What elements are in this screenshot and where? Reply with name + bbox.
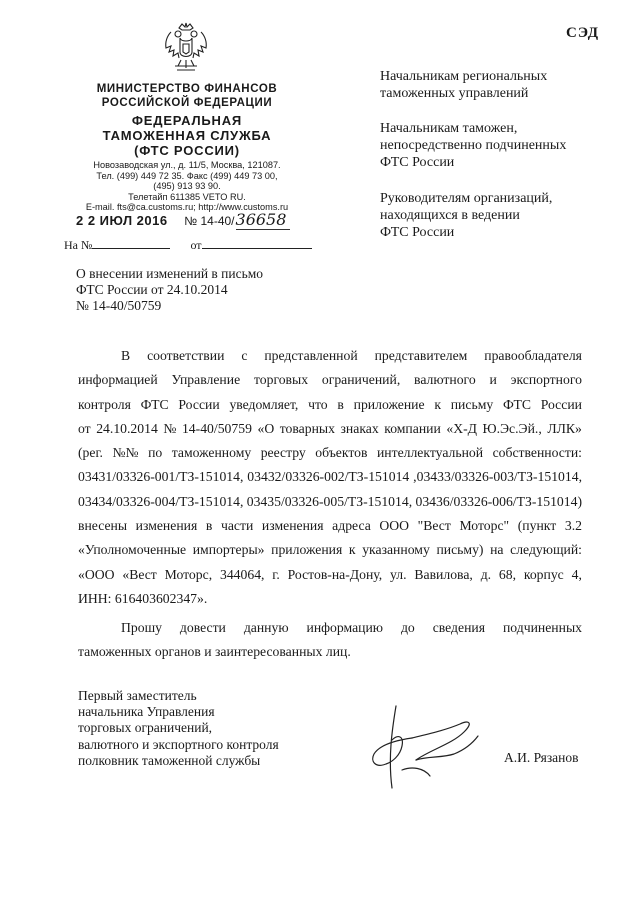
paragraph-line: контроля ФТС России уведомляет, что в приложение к письму ФТС России [78,396,582,412]
reference-row [64,238,312,253]
recipient-line: находящихся в ведении [380,208,520,223]
service-line: ТАМОЖЕННАЯ СЛУЖБА [102,128,272,143]
paragraph-line: «Уполномоченные импортеры» приложения к указанному письму) на следующий: [78,542,582,558]
service-name [64,113,310,158]
service-line: (ФТС РОССИИ) [134,143,240,158]
contact-line: (495) 913 93 90. [153,181,221,191]
signatory-title-line: торговых ограничений, [78,720,213,736]
paragraph-line: (рег. №№ по таможенному реестру объектов интеллектуальной собственности: [78,445,582,461]
sender-contacts [64,160,310,213]
corner-mark: СЭД [566,25,600,41]
recipient-line: Начальникам таможен, [380,121,518,136]
contact-line: Тел. (499) 449 72 35. Факс (499) 449 73 00, [96,170,278,181]
signatory-title-line: Первый заместитель [78,688,197,703]
paragraph-line: Прошу довести данную информацию до сведения подчиненных [121,620,582,635]
letter-subject [76,266,263,314]
contact-line: Телетайп 611385 VETO RU. [128,191,246,202]
paragraph-line: В соответствии с представленной представителем правообладателя [121,348,582,363]
signatory-name: А.И. Рязанов [504,750,579,765]
signatory-title-line: начальника Управления [78,704,215,720]
paragraph-line: 03434/03326-004/ТЗ-151014, 03435/03326-005/ТЗ-151014, 03436/03326-006/ТЗ-151014) [78,493,582,509]
signature-icon [368,700,486,792]
from-label: от [190,238,202,252]
paragraph-line: от 24.10.2014 № 14-40/50759 «О товарных знаках компании «Х-Д Ю.Эс.Эй., ЛЛК» [78,420,582,436]
recipient-line: непосредственно подчиненных [380,138,567,153]
recipient-block [380,120,566,171]
signatory-title [78,688,279,769]
body-paragraph [78,616,582,665]
ministry-line: РОССИЙСКОЙ ФЕДЕРАЦИИ [101,97,273,109]
paragraph-line: внесены изменения в части изменения адреса ООО "Вест Моторс" (пункт 3.2 [78,518,582,534]
recipient-line: Руководителям организаций, [380,191,553,206]
date-stamp: 2 2 ИЮЛ 2016 [76,213,168,228]
recipient-line: Начальникам региональных [380,69,548,84]
recipient-block [380,68,547,102]
paragraph-line: таможенных органов и заинтересованных лиц. [78,644,351,660]
paragraph-line: ИНН: 616403602347». [78,590,208,606]
ministry-name [64,82,310,110]
recipient-line: таможенных управлений [380,86,529,101]
ministry-line: МИНИСТЕРСТВО ФИНАНСОВ [96,83,278,95]
coat-of-arms-icon [163,22,209,74]
recipient-line: ФТС России [380,225,455,240]
contact-line: Новозаводская ул., д. 11/5, Москва, 121087. [93,160,281,170]
recipient-block [380,190,552,241]
subject-line: № 14-40/50759 [76,298,162,313]
outgoing-number-handwritten: 36658 [236,210,291,230]
body-paragraph [78,344,582,611]
on-number-label: На № [64,238,93,252]
signatory-title-line: полковник таможенной службы [78,752,261,768]
contact-line: E-mail. fts@ca.customs.ru; http://www.customs.ru [85,202,289,212]
registration-row [76,210,290,229]
subject-line: ФТС России от 24.10.2014 [76,282,228,297]
signatory-title-line: валютного и экспортного контроля [78,736,279,752]
from-blank [202,238,312,249]
service-line: ФЕДЕРАЛЬНАЯ [131,113,243,128]
paragraph-line: 03431/03326-001/ТЗ-151014, 03432/03326-002/ТЗ-151014 ,03433/03326-003/ТЗ-151014, [78,469,582,485]
on-number-blank [92,238,170,249]
paragraph-line: информацией Управление торговых ограничений, валютного и экспортного [78,372,582,388]
recipient-line: ФТС России [380,155,455,170]
subject-line: О внесении изменений в письмо [76,266,264,281]
paragraph-line: «ООО «Вест Моторс, 344064, г. Ростов-на-Дону, ул. Вавилова, д. 68, корпус 4, [78,566,582,582]
outgoing-number-prefix: № 14-40/ [184,214,235,228]
